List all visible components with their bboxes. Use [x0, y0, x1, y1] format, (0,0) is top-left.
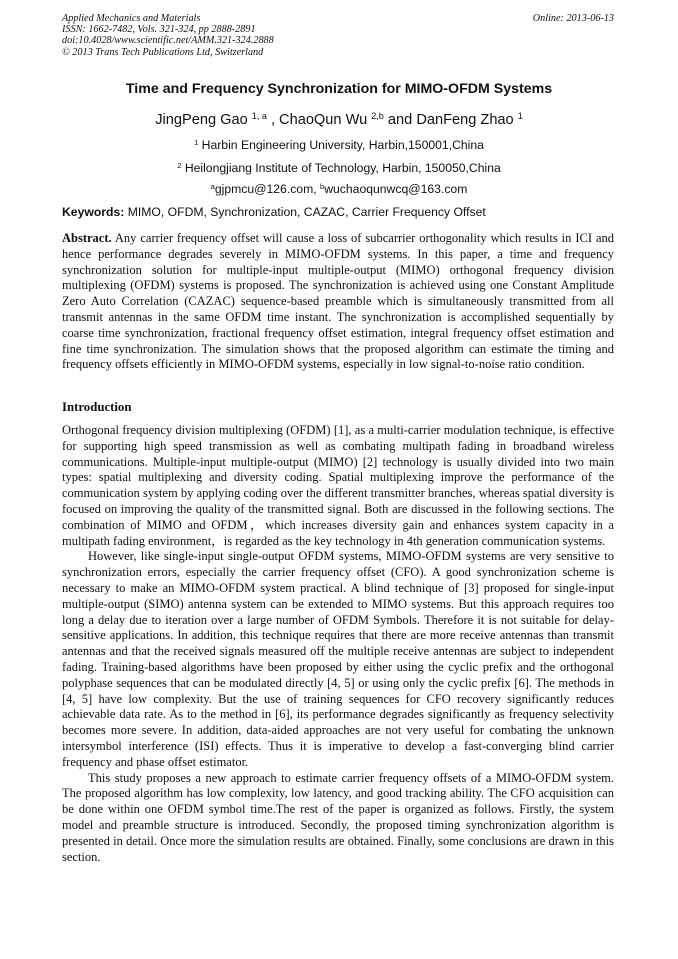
author-superscript: 2,b	[371, 111, 384, 122]
author-emails	[0, 182, 678, 196]
author-superscript: 1	[517, 111, 523, 122]
email-marker: a	[210, 181, 215, 191]
journal-doi: doi:10.4028/www.scientific.net/AMM.321-324.2888	[62, 35, 274, 47]
online-date: Online: 2013-06-13	[532, 13, 614, 24]
affiliation-text: Harbin Engineering University, Harbin,150001,China	[201, 138, 484, 152]
affiliation	[0, 138, 678, 152]
author-separator: and	[387, 112, 417, 128]
affiliation-number: 1	[194, 137, 199, 147]
author-name: JingPeng Gao	[155, 112, 248, 128]
affiliation-text: Heilongjiang Institute of Technology, Harbin, 150050,China	[184, 161, 501, 175]
keywords-text: MIMO, OFDM, Synchronization, CAZAC, Carrier Frequency Offset	[127, 205, 486, 219]
introduction-body	[62, 423, 614, 865]
abstract-text: Any carrier frequency offset will cause a loss of subcarrier orthogonality which results in ICI and hence performance degrades severely in MIMO-OFDM systems. In this paper, a time and frequency synchronization solution for multiple-input multiple-output (MIMO) orthogonal frequency division multiplexing (OFDM) systems is proposed. The synchronization is achieved using one Constant Amplitude Zero Auto Correlation (CAZAC) sequence-based preamble which is simultaneously transmitted from all transmit antennas in the same OFDM time instant. The synchronization is accomplished sequentially by coarse time synchronization, fractional frequency offset estimation, integral frequency offset estimation and fine time synchronization. The simulation shows that the proposed algorithm can estimate the timing and frequency offsets efficiently in MIMO-OFDM systems, especially in low signal-to-noise ratio condition.	[62, 231, 614, 372]
abstract	[62, 231, 614, 373]
journal-copyright: © 2013 Trans Tech Publications Ltd, Switzerland	[62, 46, 264, 58]
abstract-label: Abstract.	[62, 231, 112, 245]
author-list	[0, 112, 678, 128]
journal-name: Applied Mechanics and Materials	[62, 13, 201, 24]
affiliation-number: 2	[177, 160, 182, 170]
author-name: DanFeng Zhao	[416, 112, 514, 128]
keywords	[62, 205, 614, 219]
section-heading-introduction: Introduction	[62, 400, 132, 414]
paragraph: However, like single-input single-output OFDM systems, MIMO-OFDM systems are very sensitive to synchronization errors, especially the carrier frequency offset (CFO). A good synchronization scheme is necessary to make an MIMO-OFDM system practical. A blind technique of [3] proposed for single-input multiple-output (SIMO) antenna system can be extended to MIMO systems. But this approach requires too long a delay due to iteration over a large number of OFDM Symbols. Therefore it is not suitable for delay-sensitive applications. In addition, this technique requires that there are more receive antennas than transmit antennas and that the received signals measured off the multiple receive antennas are subject to independent fading. Training-based algorithms have been proposed by either using the cyclic prefix and the orthogonal polyphase sequences that can be modulated directly [4, 5] or using only the cyclic prefix [6]. The methods in [4, 5] have low complexity. But the use of training sequences for CFO recovery significantly reduces achievable data rate. As to the method in [6], its performance degrades significantly as frequency selectivity becomes more severe. In addition, data-aided approaches are not very useful for combating the unknown intersymbol interference (ISI) effects. Thus it is imperative to develop a fast-converging blind carrier frequency and phase offset estimator.	[62, 549, 614, 769]
email-text: wuchaoqunwcq@163.com	[324, 182, 468, 196]
paper-title: Time and Frequency Synchronization for MIMO-OFDM Systems	[125, 81, 553, 97]
journal-issn: ISSN: 1662-7482, Vols. 321-324, pp 2888-2891	[62, 24, 256, 36]
author-separator: ,	[270, 112, 280, 128]
author-name: ChaoQun Wu	[279, 112, 368, 128]
email-text: gjpmcu@126.com,	[214, 182, 321, 196]
author-superscript: 1, a	[251, 111, 267, 122]
keywords-label: Keywords:	[62, 205, 125, 219]
journal-header	[62, 13, 614, 58]
paragraph: Orthogonal frequency division multiplexing (OFDM) [1], as a multi-carrier modulation technique, is effective for supporting high speed transmission as well as combating multipath fading in broadband wireless communications. Multiple-input multiple-output (MIMO) [2] technology is usually divided into two main types: spatial multiplexing and diversity coding. Spatial multiplexing improve the performance of the communication system by applying coding over the different transmitter branches, whereas spatial diversity is focused on improving the quality of the transmitted signal. Both are discussed in the following sections. The combination of MIMO and OFDM，which increases diversity gain and enhances system capacity in a multipath fading environment，is regarded as the key technology in 4th generation communication systems.	[62, 423, 614, 548]
paragraph: This study proposes a new approach to estimate carrier frequency offsets of a MIMO-OFDM system. The proposed algorithm has low complexity, low latency, and good tracking ability. The CFO acquisition can be done within one OFDM symbol time.The rest of the paper is organized as follows. Firstly, the system model and preamble structure is introduced. Secondly, the proposed timing synchronization algorithm is presented in detail. Once more the simulation results are obtained. Finally, some conclusions are drawn in this section.	[62, 770, 614, 864]
affiliation	[0, 161, 678, 175]
email-marker: b	[320, 181, 325, 191]
